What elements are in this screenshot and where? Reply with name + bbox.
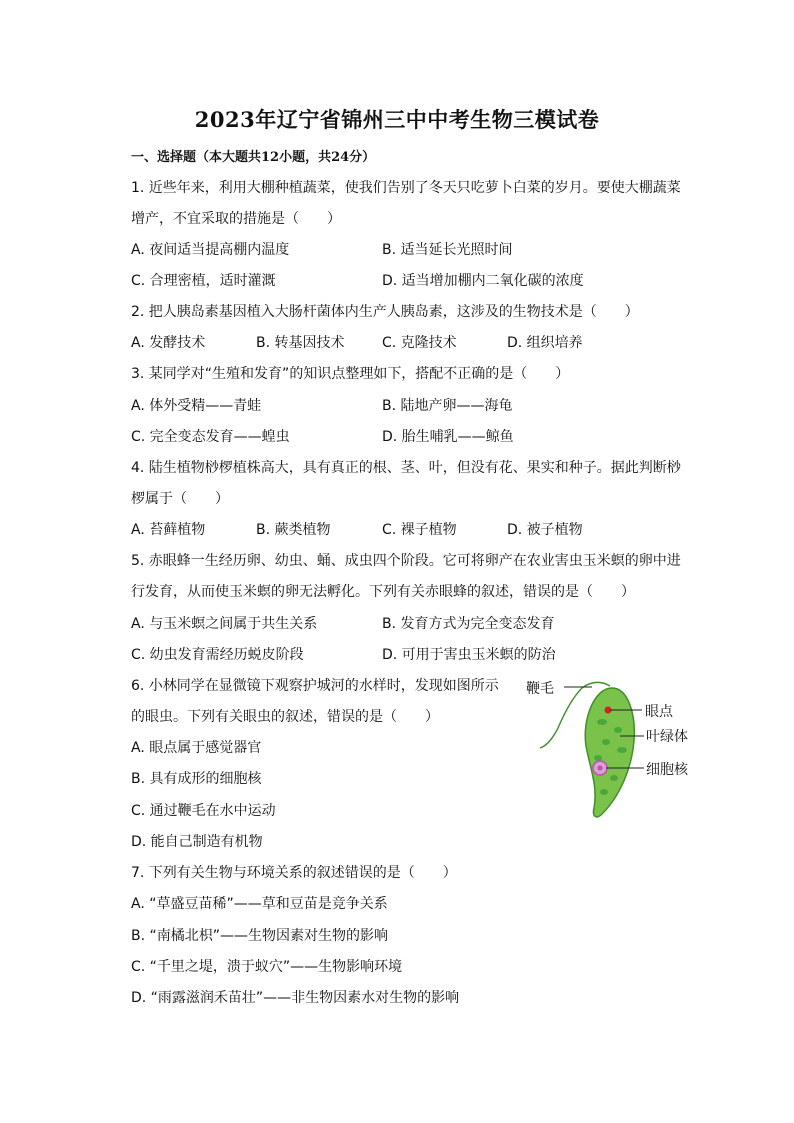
question-5-option-d: D. 可用于害虫玉米螟的防治 — [382, 647, 556, 663]
question-2-option-d: D. 组织培养 — [507, 335, 583, 351]
question-2-option-b: B. 转基因技术 — [256, 335, 345, 351]
nucleolus — [598, 766, 603, 771]
label-chloroplast: 叶绿体 — [646, 729, 688, 745]
question-7-stem: 7. 下列有关生物与环境关系的叙述错误的是（ ） — [131, 865, 457, 881]
label-flagellum: 鞭毛 — [526, 681, 554, 697]
euglena-figure — [520, 674, 700, 824]
question-7-option-a: A. “草盛豆苗稀”——草和豆苗是竞争关系 — [131, 896, 388, 912]
label-nucleus: 细胞核 — [646, 762, 688, 778]
question-6-stem-line-1: 6. 小林同学在显微镜下观察护城河的水样时，发现如图所示 — [131, 678, 499, 694]
question-3-option-d: D. 胎生哺乳——鲸鱼 — [382, 429, 514, 445]
question-7-option-c: C. “千里之堤，溃于蚁穴”——生物影响环境 — [131, 959, 403, 975]
question-5-stem-line-1: 5. 赤眼蜂一生经历卵、幼虫、蛹、成虫四个阶段。它可将卵产在农业害虫玉米螟的卵中进 — [131, 553, 681, 569]
chloroplast — [617, 747, 627, 753]
question-6-option-c: C. 通过鞭毛在水中运动 — [131, 803, 276, 819]
question-4-option-d: D. 被子植物 — [507, 522, 583, 538]
question-5-stem-line-2: 行发育，从而使玉米螟的卵无法孵化。下列有关赤眼蜂的叙述，错误的是（ ） — [131, 584, 635, 600]
question-4-stem-line-1: 4. 陆生植物桫椤植株高大，具有真正的根、茎、叶，但没有花、果实和种子。据此判断桫 — [131, 460, 681, 476]
question-7-option-b: B. “南橘北枳”——生物因素对生物的影响 — [131, 928, 389, 944]
question-2-option-a: A. 发酵技术 — [131, 335, 206, 351]
question-3-option-a: A. 体外受精——青蛙 — [131, 398, 262, 414]
question-3-stem: 3. 某同学对“生殖和发育”的知识点整理如下，搭配不正确的是（ ） — [131, 366, 570, 382]
question-5-option-a: A. 与玉米螟之间属于共生关系 — [131, 616, 318, 632]
question-4-option-c: C. 裸子植物 — [382, 522, 457, 538]
question-6-option-b: B. 具有成形的细胞核 — [131, 771, 262, 787]
question-6-option-d: D. 能自己制造有机物 — [131, 834, 263, 850]
label-eyespot: 眼点 — [645, 704, 673, 720]
chloroplast — [597, 719, 607, 725]
question-1-stem-line-1: 1. 近些年来，利用大棚种植蔬菜，使我们告别了冬天只吃萝卜白菜的岁月。要使大棚蔬菜 — [131, 180, 681, 196]
question-3-option-b: B. 陆地产卵——海龟 — [382, 398, 513, 414]
chloroplast — [614, 727, 622, 733]
question-2-option-c: C. 克隆技术 — [382, 335, 457, 351]
chloroplast — [600, 789, 608, 795]
exam-title: 2023年辽宁省锦州三中中考生物三模试卷 — [194, 107, 600, 132]
question-7-option-d: D. “雨露滋润禾苗壮”——非生物因素水对生物的影响 — [131, 990, 460, 1006]
question-5-option-c: C. 幼虫发育需经历蜕皮阶段 — [131, 647, 304, 663]
question-1-stem-line-2: 增产，不宜采取的措施是（ ） — [131, 211, 341, 227]
chloroplast — [602, 739, 610, 745]
question-1-option-b: B. 适当延长光照时间 — [382, 242, 513, 258]
question-1-option-c: C. 合理密植，适时灌溉 — [131, 273, 276, 289]
question-2-stem: 2. 把人胰岛素基因植入大肠杆菌体内生产人胰岛素，这涉及的生物技术是（ ） — [131, 304, 639, 320]
chloroplast — [594, 755, 602, 761]
question-4-option-a: A. 苔藓植物 — [131, 522, 206, 538]
question-1-option-a: A. 夜间适当提高棚内温度 — [131, 242, 290, 258]
question-3-option-c: C. 完全变态发育——蝗虫 — [131, 429, 290, 445]
question-4-stem-line-2: 椤属于（ ） — [131, 491, 229, 507]
chloroplast — [610, 775, 618, 781]
question-6-option-a: A. 眼点属于感觉器官 — [131, 740, 262, 756]
question-1-option-d: D. 适当增加棚内二氧化碳的浓度 — [382, 273, 584, 289]
question-4-option-b: B. 蕨类植物 — [256, 522, 331, 538]
question-6-stem-line-2: 的眼虫。下列有关眼虫的叙述，错误的是（ ） — [131, 709, 439, 725]
question-5-option-b: B. 发育方式为完全变态发育 — [382, 616, 555, 632]
section-heading: 一、选择题（本大题共12小题，共24分） — [131, 150, 376, 165]
